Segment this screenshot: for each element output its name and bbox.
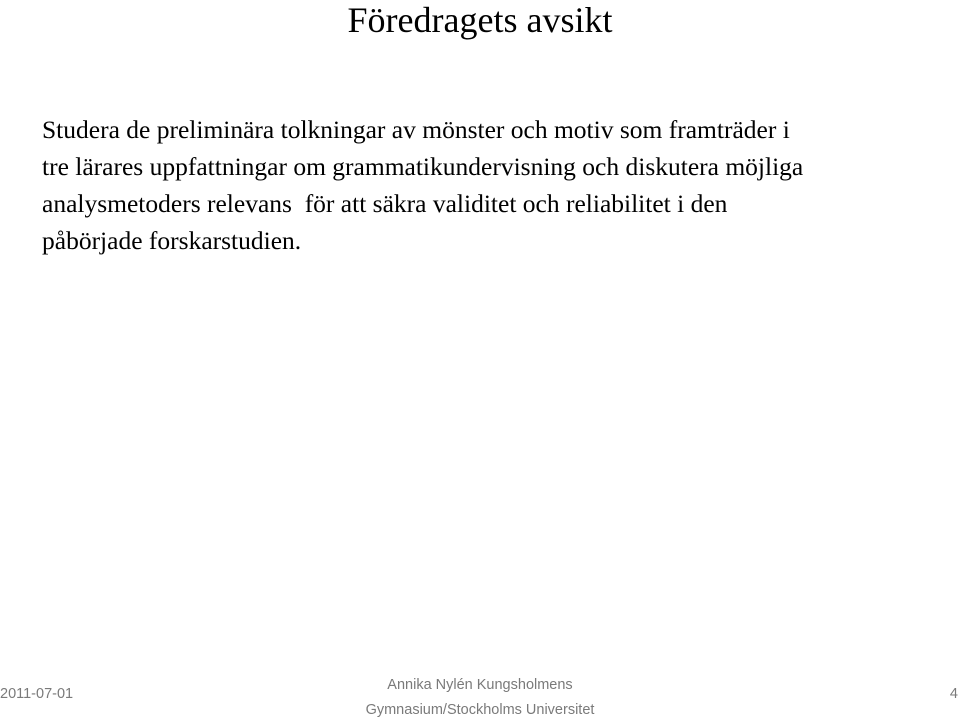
body-line: tre lärares uppfattningar om grammatikundervisning och diskutera möjliga <box>42 152 804 181</box>
body-line: analysmetoders relevans för att säkra validitet och reliabilitet i den <box>42 189 728 218</box>
footer-author-line1: Annika Nylén Kungsholmens <box>387 677 573 693</box>
body-line: Studera de preliminära tolkningar av mönster och motiv som framträder i <box>42 115 790 144</box>
footer-author-line2: Gymnasium/Stockholms Universitet <box>365 702 595 718</box>
slide-body <box>42 111 942 259</box>
body-line: påbörjade forskarstudien. <box>42 226 302 255</box>
slide-title: Föredragets avsikt <box>347 0 613 40</box>
page-number: 4 <box>949 686 958 702</box>
footer-date: 2011-07-01 <box>0 686 74 702</box>
